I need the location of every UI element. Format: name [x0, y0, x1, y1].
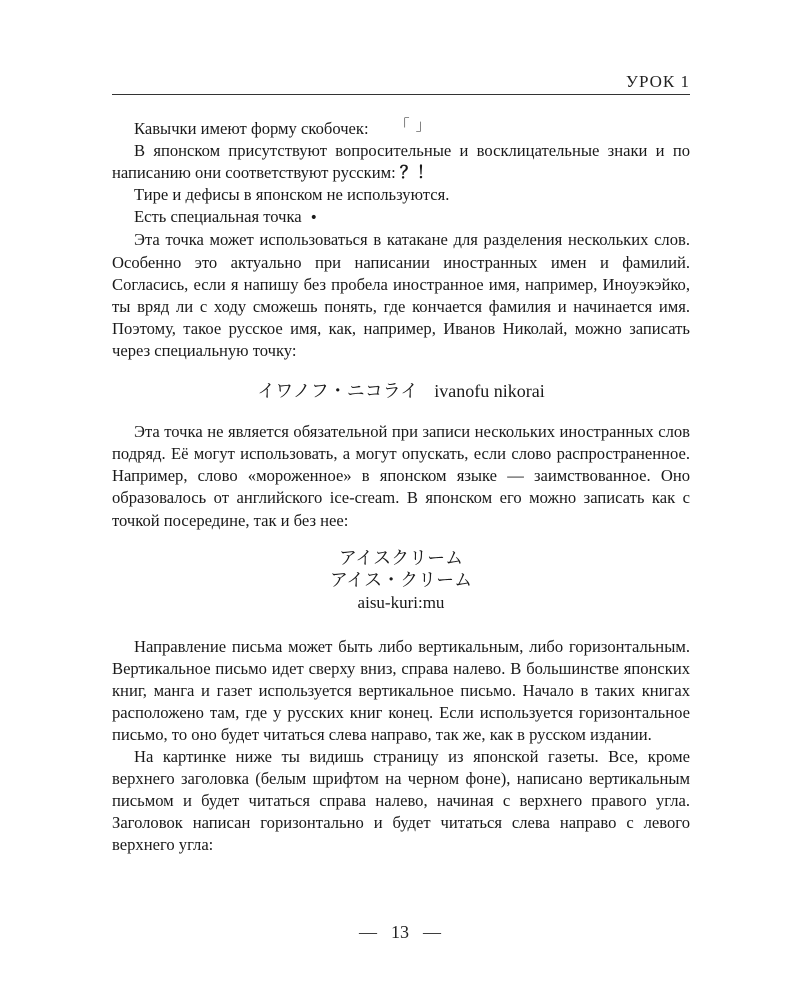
example-name-katakana: イワノフ・ニコライ: [257, 381, 419, 403]
punctuation-marks: ？！: [399, 163, 434, 184]
paragraph-dot-text: Есть специальная точка: [134, 207, 302, 227]
paragraph-direction: Направление письма может быть либо вертикальным, либо горизонтальным. Вертикальное письмо идет сверху вниз, справа налево. В большинстве японских книг, манга и газет используется вертикальное письмо. Начало в таких книгах расположено там, где у русских книг конец. Если используется горизонтальное письмо, то оно будет читаться слева направо, так же, как в русском издании.: [112, 636, 690, 744]
paragraph-marks: [112, 140, 690, 184]
lesson-title: УРОК 1: [625, 72, 690, 91]
example-name-romaji: ivanofu nikorai: [434, 381, 545, 402]
example-icecream-katakana-dot: アイス・クリーム: [329, 569, 473, 591]
bracket-close-glyph: 」: [415, 116, 431, 134]
paragraph-katakana: Эта точка может использоваться в катакане для разделения нескольких слов. Особенно это актуально при написании иностранных имен и фамилий. Согласись, если я напишу без пробела иностранное имя, например, Иноуэкэйко, ты вряд ли с ходу сможешь понять, где кончается фамилия и начинается имя. Поэтому, такое русское имя, как, например, Иванов Николай, можно записать через специальную точку:: [112, 230, 690, 360]
page-body: [112, 118, 690, 857]
paragraph-quotes-text: Кавычки имеют форму скобочек:: [134, 119, 369, 138]
paragraph-newspaper: На картинке ниже ты видишь страницу из японской газеты. Все, кроме верхнего заголовка (белым шрифтом на черном фоне), написано вертикальным письмом и будет читаться справа налево, начиная с верхнего правого угла. Заголовок написан горизонтально и будет читаться слева направо с левого верхнего угла:: [112, 747, 690, 855]
footer-dash-right: —: [423, 922, 441, 942]
example-icecream-katakana-plain: アイスクリーム: [338, 547, 464, 569]
paragraph-dashes: Тире и дефисы в японском не используются.: [134, 185, 450, 205]
page-footer: [0, 922, 800, 943]
example-icecream-romaji: aisu-kuri:mu: [357, 592, 445, 612]
middle-dot-glyph: •: [309, 210, 318, 227]
page-number: 13: [391, 922, 409, 942]
paragraph-marks-text: В японском присутствуют вопросительные и восклицательные знаки и по написанию они соответствуют русским:: [112, 141, 690, 183]
example-icecream: [112, 548, 690, 614]
paragraph-optional: Эта точка не является обязательной при записи нескольких иностранных слов подряд. Её могут использовать, а могут опускать, если слово распространенное. Например, слово «мороженное» в японском языке — заимствованное. Оно образовалось от английского ice-cream. В японском его можно записать как с точкой посередине, так и без нее:: [112, 422, 690, 530]
paragraph-dot: [112, 206, 690, 229]
example-name: [112, 380, 690, 403]
bracket-pair: [369, 116, 431, 134]
footer-dash-left: —: [359, 922, 377, 942]
bracket-open-glyph: 「: [394, 116, 410, 134]
paragraph-quotes: [112, 118, 690, 140]
running-header: [112, 72, 690, 95]
